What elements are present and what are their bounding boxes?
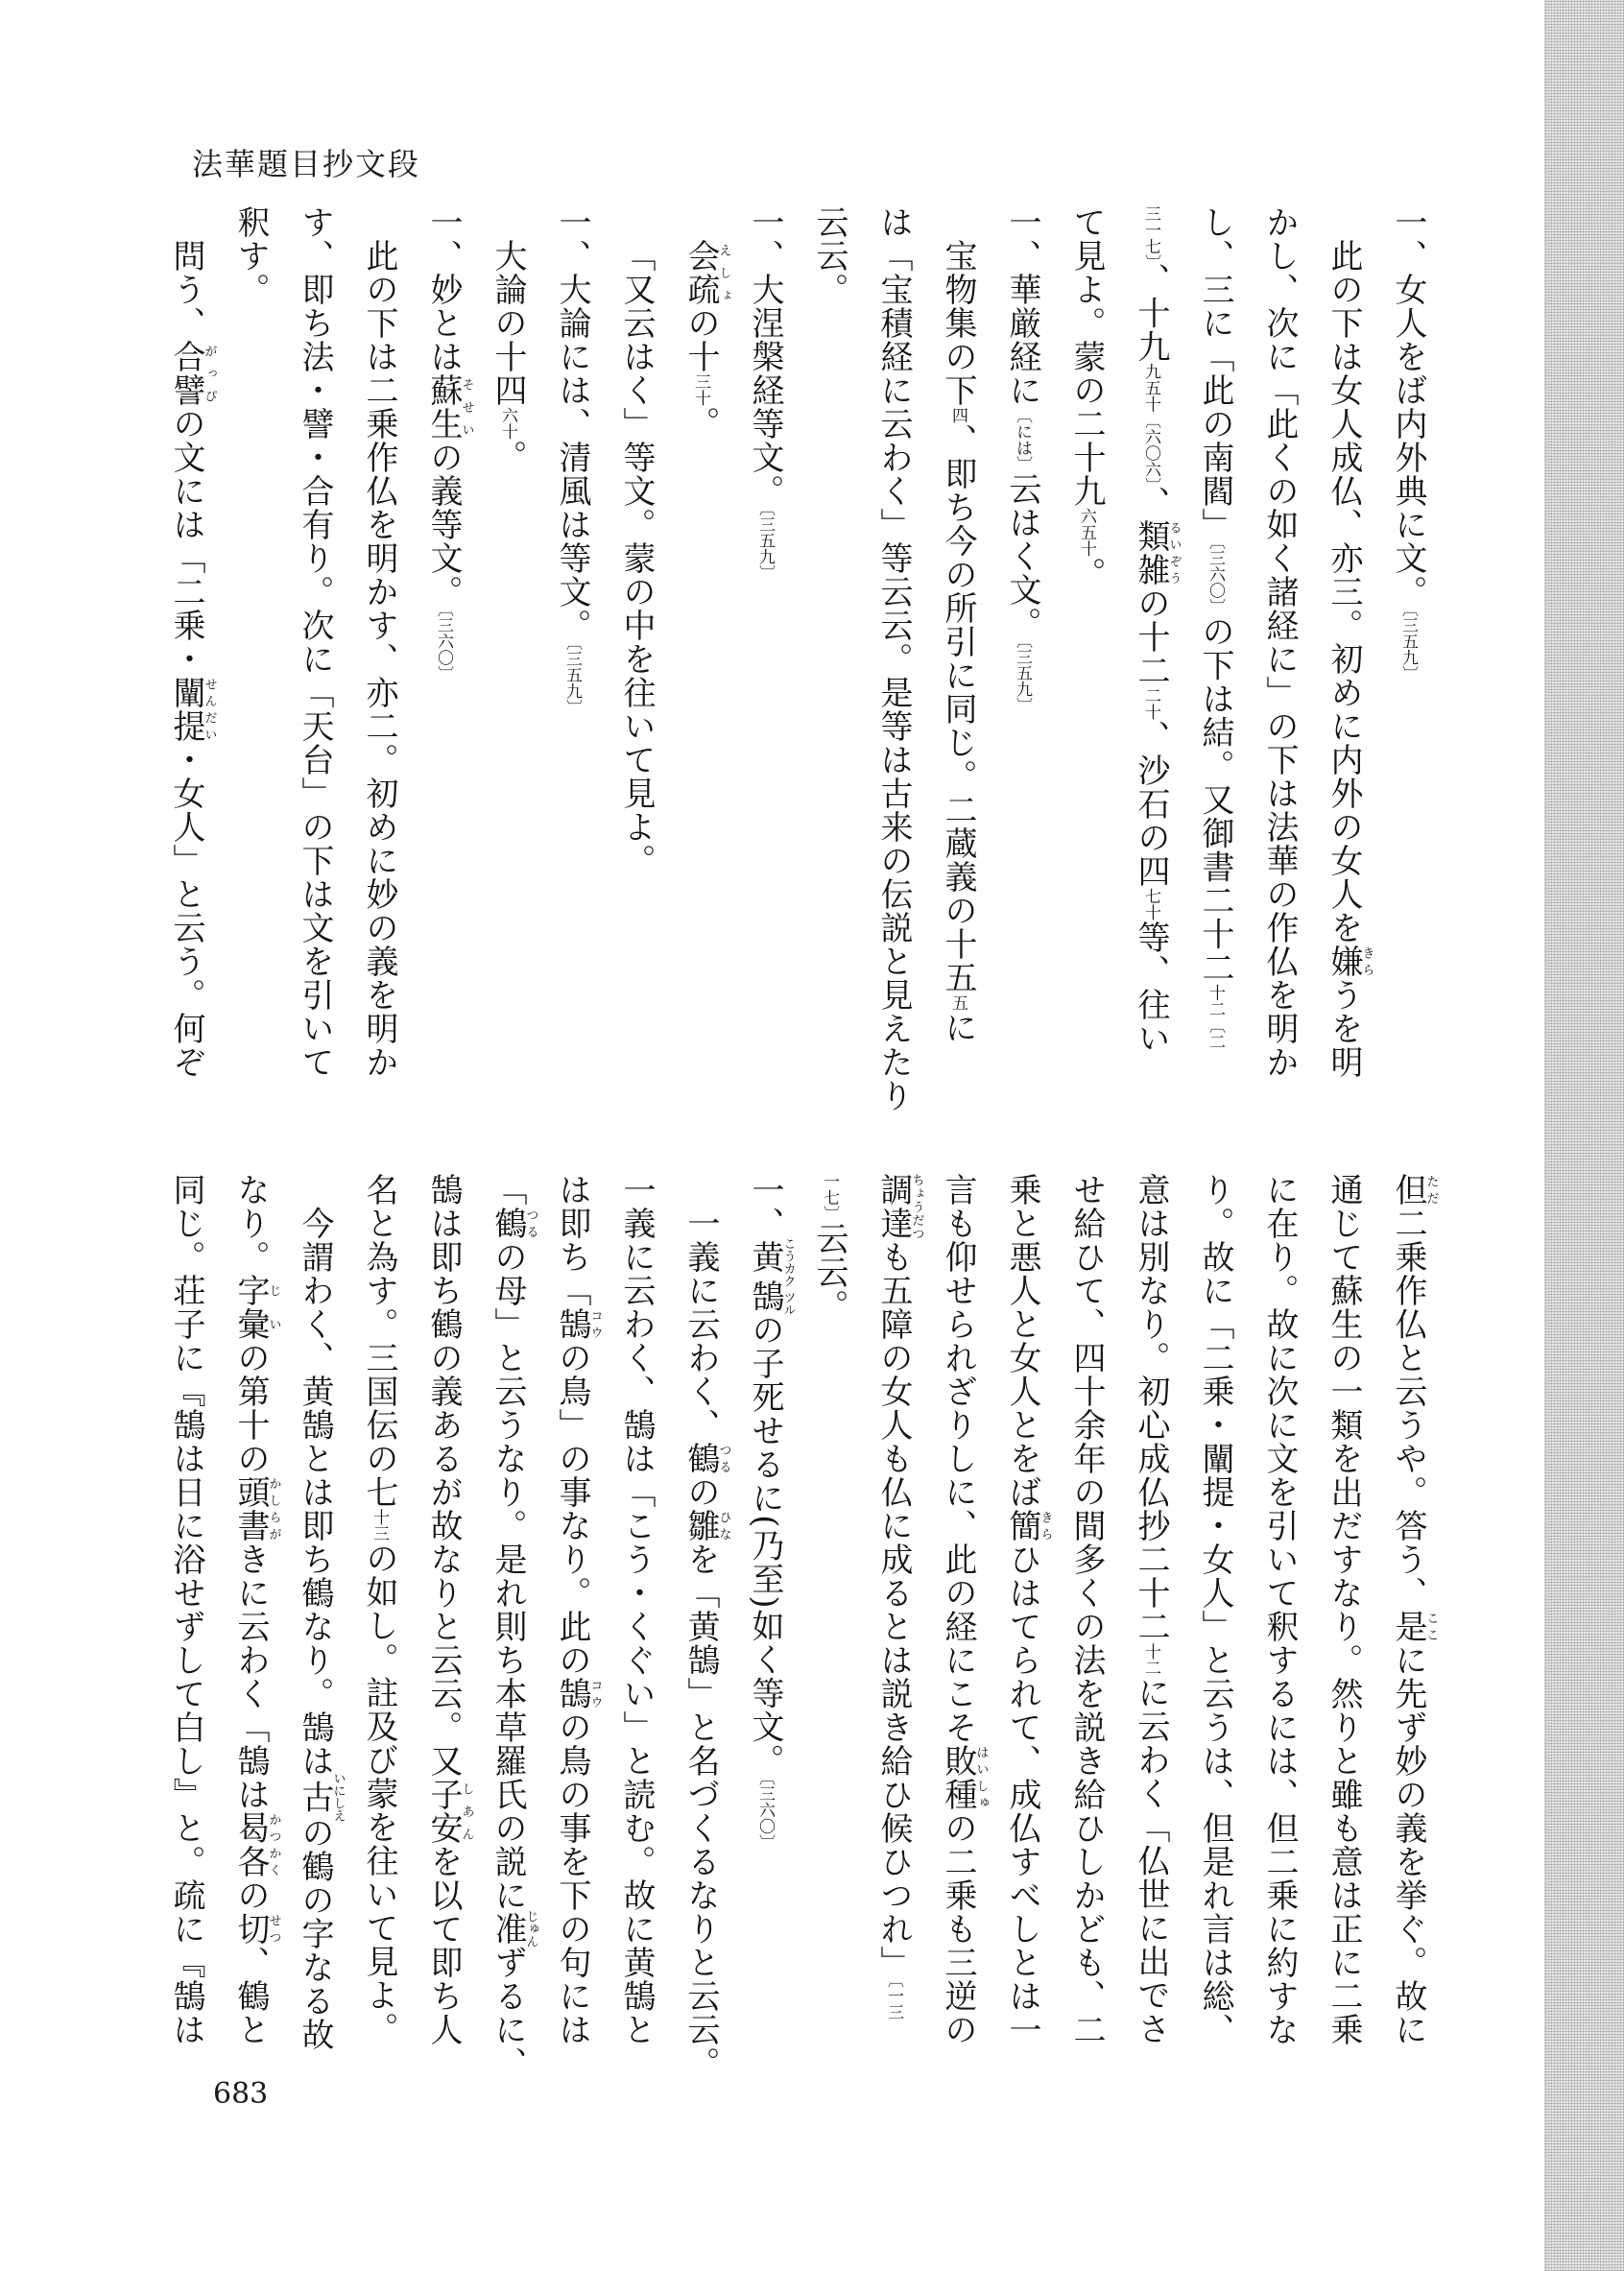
text-run: の十 [681, 306, 720, 373]
ruby-annotated-word [874, 1173, 924, 1240]
text-run: 宝物集の下 [939, 239, 977, 407]
ruby-base: 古 [296, 1772, 334, 1822]
text-column [475, 205, 539, 1069]
text-column [1054, 205, 1118, 1069]
ruby-base: 蘇生 [424, 373, 463, 441]
text-run: て見よ。蒙の二十九 [1067, 205, 1106, 508]
text-column [539, 205, 604, 1069]
reference-note: 三十 [691, 373, 710, 406]
text-run: 一、女人をば内外典に文。 [1389, 205, 1427, 609]
reference-note: 五 [948, 994, 967, 1011]
text-column [154, 205, 218, 1079]
text-run: 一、大涅槃経等文。 [746, 205, 784, 508]
text-column [411, 1173, 475, 2046]
ruby-base: 嫌 [1325, 944, 1363, 978]
text-column [218, 205, 282, 1069]
text-column [1311, 205, 1375, 1079]
reference-note: 〔三五九〕 [1013, 640, 1032, 714]
text-run: の下は結。又御書二十二 [1196, 614, 1234, 985]
ruby-base: 簡 [1003, 1509, 1041, 1542]
text-run: なり。 [231, 1173, 270, 1274]
reference-note: 十二 [1206, 984, 1225, 1017]
ruby-annotated-word [231, 1274, 281, 1341]
reference-note: 〔三五九〕 [1398, 609, 1418, 682]
ruby-annotated-word [1132, 519, 1182, 586]
text-run: 、 [1132, 486, 1170, 519]
text-run: 「又云はく」等文。蒙の中を往いて見よ。 [617, 239, 656, 877]
ruby-annotated-word [167, 676, 217, 743]
reference-note: 〔三五九〕 [562, 642, 582, 716]
ruby-reading: つる [716, 1442, 731, 1475]
text-run: 一義に云わく、鵠は「こう・くぐい」と読む。故に黄鵠と [617, 1173, 656, 2046]
ruby-base: 合譬 [167, 340, 205, 407]
reference-note: 六十 [498, 407, 517, 440]
reference-note: 七十 [1141, 888, 1160, 920]
text-column [411, 205, 475, 1069]
text-run: の如し。註及び蒙を往いて見よ。 [360, 1542, 398, 2045]
reference-note: 〔三六〇〕 [434, 609, 453, 682]
text-run: の [231, 1878, 270, 1912]
ruby-annotated-word [489, 1910, 538, 1948]
text-run: 一、大論には、清風は等文。 [553, 205, 591, 642]
ruby-base: 子安 [424, 1778, 463, 1845]
text-run: の鶴の字なる故 [296, 1816, 334, 2051]
text-column [861, 1173, 925, 2037]
text-run: の子死せるに(乃至)如く等文。 [746, 1313, 784, 1778]
ruby-base: 鶴 [681, 1442, 720, 1475]
ruby-reading: ひな [716, 1509, 731, 1542]
text-column [1182, 1173, 1247, 2046]
reference-note: 十三 [370, 1509, 389, 1542]
text-run: 通じて蘇生の一類を出だすなり。然りと雖も意は正に二乗 [1325, 1173, 1363, 2046]
text-column [732, 205, 797, 1069]
ruby-annotated-word [939, 1744, 989, 1811]
text-column [154, 1173, 218, 2046]
text-run: ひはてられて、成仏すべしとは一 [1003, 1542, 1041, 2046]
text-column [990, 1173, 1054, 2046]
ruby-reading: つる [523, 1207, 538, 1240]
ruby-annotated-word [424, 1778, 474, 1845]
ruby-reading: かつかく [266, 1811, 281, 1878]
page-edge-line [1544, 0, 1545, 2271]
ruby-reading: じゅん [523, 1910, 538, 1948]
text-run: に在り。故に次に文を引いて釈するには、但二乗に約すな [1260, 1173, 1299, 2046]
text-run: ずるに、 [489, 1946, 527, 2080]
text-run: 乗と悪人と女人とをば [1003, 1173, 1041, 1509]
ruby-annotated-word [1389, 1173, 1439, 1207]
text-column [861, 205, 925, 1112]
text-column [1311, 1173, 1375, 2046]
text-column [732, 1173, 797, 2037]
ruby-base: 曷各 [231, 1811, 270, 1878]
ruby-reading: いにしえ [330, 1772, 346, 1822]
text-run: ・女人」と云う。何ぞ [167, 743, 205, 1079]
text-run: 。 [1067, 557, 1106, 590]
text-run: り。故に「二乗・闡提・女人」と云うは、但是れ言は総、 [1196, 1173, 1234, 2046]
reference-note: 〔三六〇〕 [755, 1777, 775, 1852]
text-run: 此の下は女人成仏、亦三。初めに内外の女人を [1325, 239, 1363, 944]
running-header-title: 法華題目抄文段 [192, 146, 421, 182]
ruby-reading: せんだい [202, 676, 217, 743]
ruby-reading: ちょうだつ [909, 1173, 924, 1240]
ruby-reading: コウ [587, 1307, 603, 1341]
ruby-annotated-word [681, 239, 731, 306]
ruby-reading: きら [1038, 1509, 1053, 1542]
text-column [797, 1173, 861, 2037]
ruby-reading: そせい [459, 373, 474, 441]
ruby-annotated-word [231, 1475, 281, 1542]
text-run: 等、往い [1132, 920, 1170, 1055]
text-column [1375, 205, 1440, 1069]
reference-note: 六五十 [1077, 508, 1096, 557]
text-run: に先ず妙の義を挙ぐ。故に [1389, 1643, 1427, 2046]
reference-note: 十二 [1141, 1643, 1160, 1676]
text-run: 意は別なり。初心成仏抄二十二 [1132, 1173, 1170, 1643]
reference-note: 〔二 [1206, 1016, 1225, 1050]
reference-note: 九五十 [1141, 363, 1160, 413]
text-run: も五障の女人も仏に成るとは説き給ひ候ひつれ」 [874, 1240, 913, 1979]
text-run: に云わく「仏世に出でさ [1132, 1676, 1170, 2045]
text-run: は即ち「 [553, 1173, 591, 1307]
ruby-annotated-word [553, 1307, 603, 1341]
text-column [925, 1173, 990, 2046]
text-column [1182, 205, 1247, 1069]
ruby-reading: こうカク ツル [780, 1236, 796, 1317]
ruby-reading: じい [266, 1274, 281, 1341]
ruby-base: 黄鵠 [746, 1236, 784, 1317]
text-column [1375, 1173, 1440, 2046]
reference-note: 〔三六〇〕 [1206, 541, 1225, 615]
ruby-annotated-word [1003, 1509, 1053, 1542]
text-run: 、沙石の四 [1132, 720, 1170, 888]
text-column [1054, 1173, 1118, 2046]
text-run: 名と為す。三国伝の七 [360, 1173, 398, 1509]
text-column [668, 1173, 732, 2080]
text-column [797, 205, 861, 1069]
text-run: の第十の [231, 1341, 270, 1475]
text-column [346, 205, 411, 1079]
reference-note: 二十 [1141, 687, 1160, 720]
text-run: の鳥」の事なり。此の [553, 1341, 591, 1677]
text-run: 一、 [746, 1173, 784, 1240]
ruby-annotated-word [296, 1772, 346, 1822]
text-run: 、十九 [1132, 262, 1170, 364]
ruby-base: 雛 [681, 1509, 720, 1542]
ruby-reading: ただ [1423, 1173, 1439, 1207]
text-run: を以て即ち人 [424, 1845, 463, 2046]
ruby-reading: えしょ [716, 239, 731, 306]
ruby-base: 字彙 [231, 1274, 270, 1341]
ruby-reading: ここ [1423, 1610, 1439, 1643]
text-run: 此の下は二乗作仏を明かす、亦二。初めに妙の義を明か [360, 239, 398, 1079]
text-run: 大論の十四 [489, 239, 527, 407]
text-run: 云云。 [810, 205, 848, 306]
ruby-annotated-word [231, 1811, 281, 1878]
text-run: 云云。 [810, 1222, 848, 1323]
ruby-annotated-word [681, 1509, 731, 1542]
text-column [604, 1173, 668, 2046]
ruby-annotated-word [489, 1207, 538, 1240]
text-run: す、即ち法・譬・合有り。次に「天台」の下は文を引いて [296, 205, 334, 1079]
text-column [604, 205, 668, 1069]
text-run: の十二 [1132, 586, 1170, 687]
text-run: の鳥の事を下の句には [553, 1710, 591, 2046]
text-run: 。 [489, 440, 527, 473]
text-run: を「黄鵠」と名づくるなりと云云。 [681, 1542, 720, 2080]
text-run: の [681, 1475, 720, 1509]
text-run: に [939, 1011, 977, 1044]
reference-note: 三一七〕 [1141, 205, 1160, 263]
reference-note: 〔三五九〕 [755, 508, 775, 582]
text-run: 一義に云わく、 [681, 1207, 720, 1442]
ruby-base: 調達 [874, 1173, 913, 1240]
text-run: 二乗作仏と云うや。答う、 [1389, 1207, 1427, 1610]
text-run: うを明 [1325, 978, 1363, 1079]
ruby-annotated-word [681, 1442, 731, 1475]
text-run: 、鶴と [231, 1946, 270, 2046]
text-run: きに云わく「鵠は [231, 1542, 270, 1811]
text-run: 。 [681, 406, 720, 440]
ruby-annotated-word [553, 1677, 603, 1710]
ruby-annotated-word [231, 1912, 281, 1946]
text-column [1118, 205, 1182, 1069]
text-column [282, 205, 346, 1079]
text-run: せ給ひて、四十余年の間多くの法を説き給ひしかども、二 [1067, 1173, 1106, 2046]
ruby-reading: がっぴ [202, 340, 217, 407]
text-run: 釈す。 [231, 205, 270, 306]
ruby-reading: コウ [587, 1677, 603, 1710]
text-column [990, 205, 1054, 1069]
text-column [1118, 1173, 1182, 2045]
reference-note: 〔六〇六〕 [1141, 412, 1160, 486]
ruby-base: 切 [231, 1912, 270, 1946]
reference-note: 四 [948, 407, 967, 423]
reference-note: 一七〕 [820, 1173, 839, 1222]
ruby-reading: はいしゅ [973, 1744, 989, 1811]
text-column [346, 1173, 411, 2045]
ruby-base: 頭書 [231, 1475, 270, 1542]
text-run: 一、華厳経に [1003, 205, 1041, 407]
text-run: かし、次に「此くの如く諸経に」の下は法華の作仏を明か [1260, 205, 1299, 1079]
text-run: 鵠は即ち鶴の義あるが故なりと云云。又 [424, 1173, 463, 1778]
ruby-base: 会疏 [681, 239, 720, 306]
ruby-reading: るいぞう [1166, 519, 1182, 586]
ruby-base: 鵠 [553, 1677, 591, 1710]
ruby-annotated-word [424, 373, 474, 441]
text-run: 「 [489, 1173, 527, 1207]
text-run: 言も仰せられざりしに、此の経にこそ [939, 1173, 977, 1744]
ruby-base: 是 [1389, 1610, 1427, 1643]
text-run: の文には「二乗・ [167, 407, 205, 676]
text-column [539, 1173, 604, 2046]
text-run: 一、妙とは [424, 205, 463, 373]
text-run: し、三に「此の南閻」 [1196, 205, 1234, 541]
text-column [925, 205, 990, 1069]
ruby-annotated-word [167, 340, 217, 407]
ruby-reading: かしらが [266, 1475, 281, 1542]
text-column [668, 205, 732, 1069]
text-column [475, 1173, 539, 2080]
text-run: の母」と云うなり。是れ則ち本草羅氏の説に [489, 1240, 527, 1912]
ruby-base: 敗種 [939, 1744, 977, 1811]
text-column [1247, 205, 1311, 1079]
reference-note: 〔には〕 [1013, 407, 1032, 472]
ruby-annotated-word [1389, 1610, 1439, 1643]
text-run: 同じ。荘子に『鵠は日に浴せずして白し』と。疏に『鵠は [167, 1173, 205, 2046]
text-run: 今謂わく、黄鵠とは即ち鶴なり。鵠は [296, 1207, 334, 1778]
page-number: 683 [213, 2077, 269, 2111]
ruby-base: 類雑 [1132, 519, 1170, 586]
text-run: 、即ち今の所引に同じ。二蔵義の十五 [939, 423, 977, 994]
ruby-base: 鵠 [553, 1307, 591, 1341]
text-run: の二乗も三逆の [939, 1811, 977, 2046]
text-run: は「宝積経に云わく」等云云。是等は古来の伝説と見えたり [874, 205, 913, 1112]
ruby-reading: しあん [459, 1778, 474, 1845]
text-column [282, 1173, 346, 2051]
text-run: の義等文。 [424, 441, 463, 609]
ruby-base: 闡提 [167, 676, 205, 743]
scanned-page-edge [1545, 0, 1624, 2271]
ruby-reading: せつ [266, 1912, 281, 1946]
text-column [1247, 1173, 1311, 2046]
ruby-annotated-word [1325, 944, 1374, 978]
text-column [218, 1173, 282, 2046]
ruby-reading: きら [1359, 944, 1374, 978]
upper-text-block [154, 205, 1440, 1112]
reference-note: 〔一三 [884, 1979, 903, 2020]
ruby-annotated-word [746, 1236, 796, 1317]
lower-text-block [154, 1173, 1440, 2080]
ruby-base: 但 [1389, 1173, 1427, 1207]
ruby-base: 准 [489, 1910, 527, 1948]
text-run: 云はく文。 [1003, 472, 1041, 640]
text-run: 問う、 [167, 239, 205, 340]
ruby-base: 鶴 [489, 1207, 527, 1240]
